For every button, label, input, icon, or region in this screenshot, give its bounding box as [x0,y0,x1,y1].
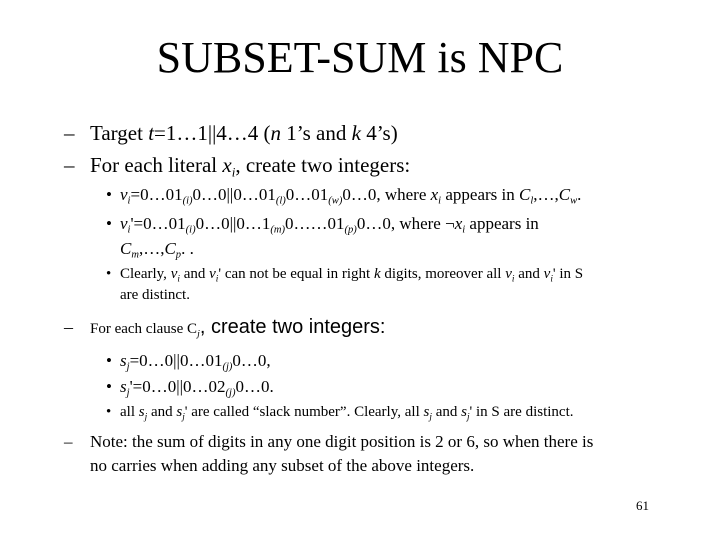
s-j-prime-line: $s_j'=0\dots 0||0\dots 02_{(j)}0\dots 0$. [120,377,274,399]
dot-bullet: • [106,404,112,420]
dot-bullet: • [106,266,112,282]
v-i-prime-line: $v_i'=0\dots 01_{(i)}0\dots 0||0\dots 1_{(m)}0\dots\dots 01_{(p)}0\dots 0$, where $\neg x_i$ appears in [120,214,539,236]
target-line: Target t=1…1||4…4 (n 1’s and k 4’s) [90,121,398,145]
slack-line: all $s_j$ and $s_j'$ are called “slack number”. Clearly, all $s_j$ and $s_j'$ in S are distinct. [120,404,574,423]
slide-title: SUBSET-SUM is NPC [156,33,564,82]
s-j-line: $s_j=0\dots 0||0\dots 01_{(j)}0\dots 0$, [120,351,271,373]
dash-bullet: – [64,153,75,177]
v-i-line: $v_i=0\dots 01_{(i)}0\dots 0||0\dots 01_{(l)}0\dots 01_{(w)}0\dots 0$, where $x_i$ appears in $C_l,\dots,C_w$. [120,185,582,207]
note-line: Note: the sum of digits in any one digit position is 2 or 6, so when there is [90,432,594,451]
v-i-prime-continuation: $C_m,\dots,C_p$. . [120,239,194,261]
literal-line: For each literal $x_i$, create two integers: [90,153,411,180]
dot-bullet: • [106,214,112,233]
note-continuation: no carries when adding any subset of the above integers. [90,456,475,475]
clause-line: For each clause $C_j$, create two integers: [90,316,386,340]
dot-bullet: • [106,185,112,204]
clearly-line: Clearly, $v_i$ and $v_i'$ can not be equal in right k digits, moreover all $v_i$ and $v_i'$ in S [120,266,584,285]
dash-bullet: – [64,121,75,145]
clearly-continuation: are distinct. [120,287,190,303]
dash-bullet: – [64,432,73,451]
page-number: 61 [636,498,649,513]
dash-bullet: – [64,317,73,337]
dot-bullet: • [106,351,112,370]
dot-bullet: • [106,377,112,396]
